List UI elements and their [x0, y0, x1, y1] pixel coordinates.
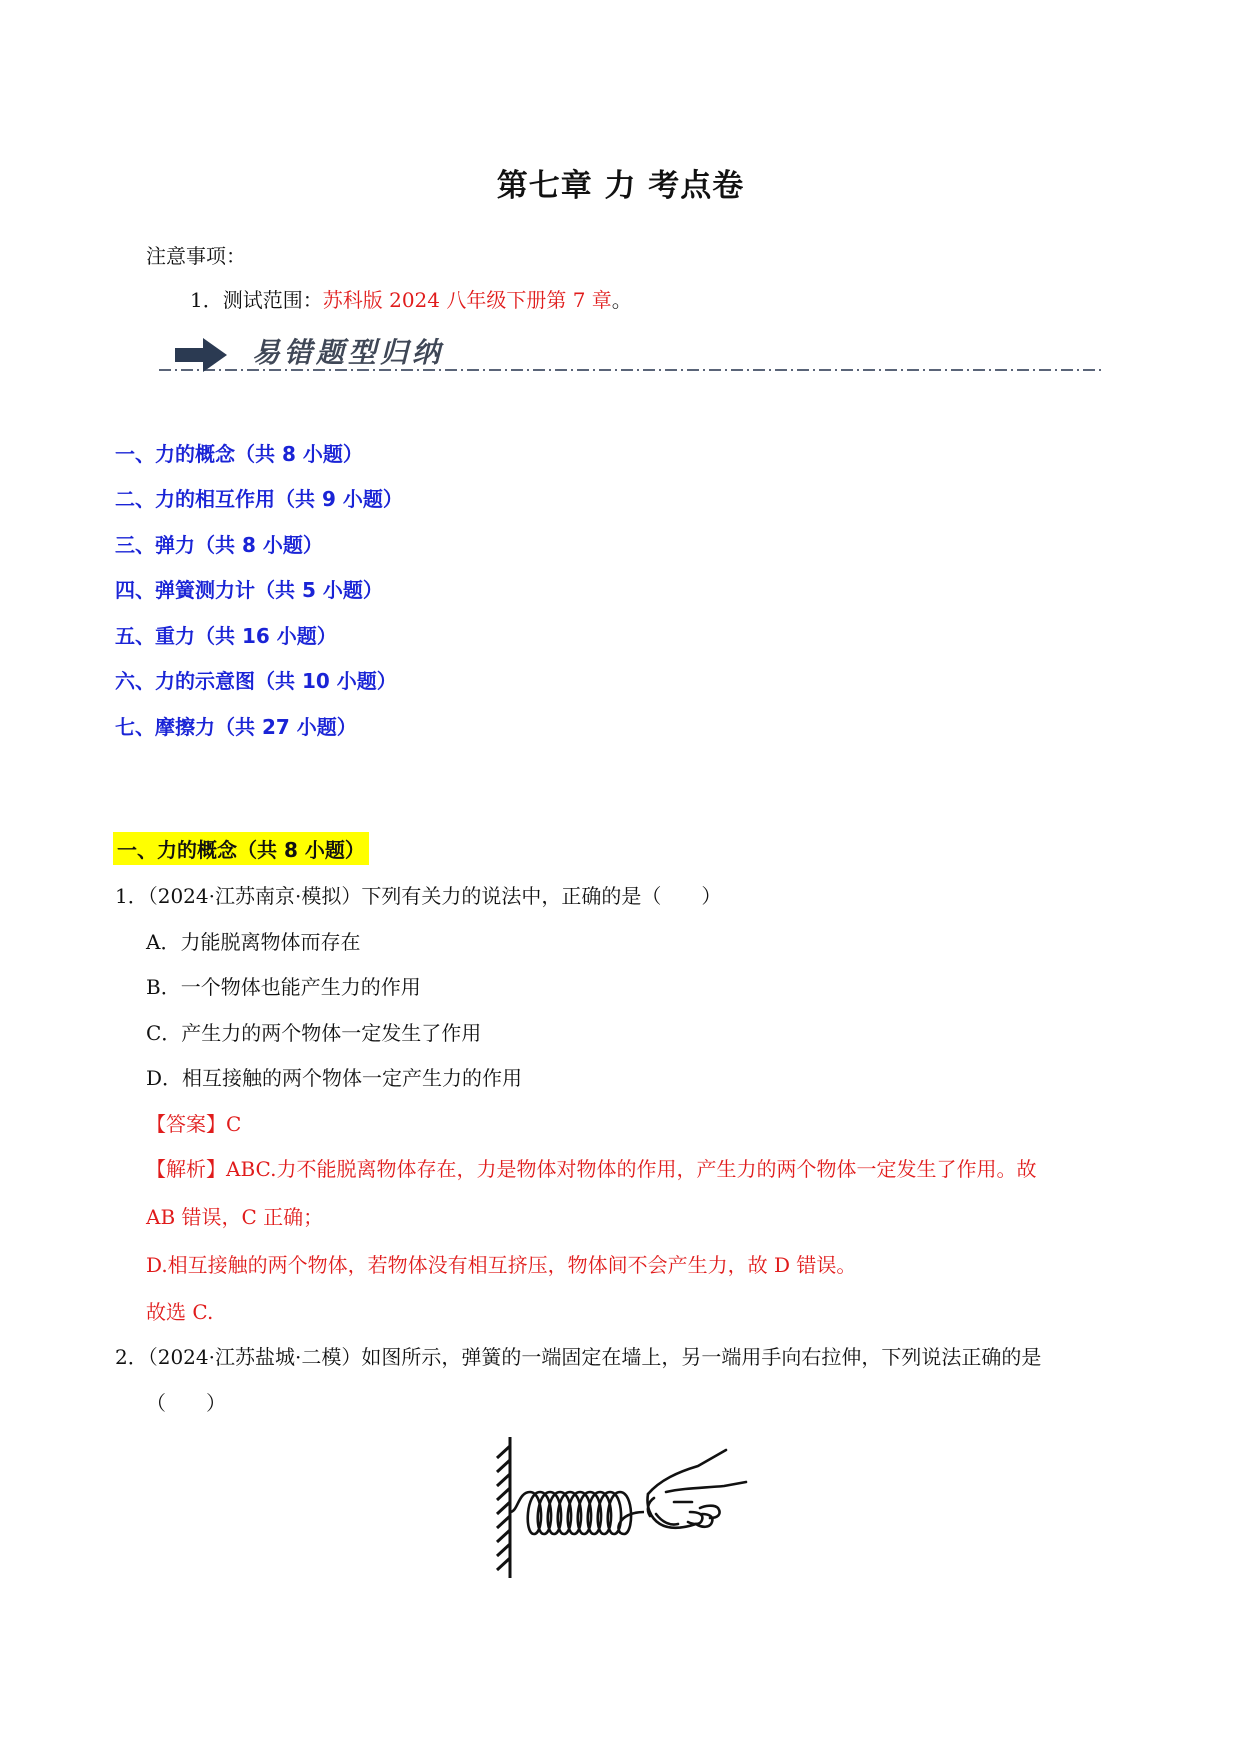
notes-item-1	[190, 284, 632, 313]
question-1-analysis-2: AB 错误，C 正确；	[146, 1205, 324, 1229]
hand-icon	[648, 1450, 747, 1528]
section-banner	[155, 328, 1105, 378]
arrow-icon	[175, 338, 227, 372]
question-1-analysis-4: 故选 C.	[146, 1300, 214, 1324]
question-1-analysis-1: 【解析】ABC.力不能脱离物体存在，力是物体对物体的作用，产生力的两个物体一定发生了作用。故	[146, 1157, 1037, 1181]
question-1-option-b: B．一个物体也能产生力的作用	[146, 975, 421, 999]
toc-item-3[interactable]: 三、弹力（共 8 小题）	[115, 533, 323, 557]
test-scope: 苏科版 2024 八年级下册第 7 章	[322, 288, 612, 312]
question-1-option-c: C．产生力的两个物体一定发生了作用	[146, 1021, 482, 1045]
wall-icon	[497, 1437, 510, 1578]
spring-icon	[510, 1492, 644, 1534]
toc-item-7[interactable]: 七、摩擦力（共 27 小题）	[115, 715, 357, 739]
toc-item-5[interactable]: 五、重力（共 16 小题）	[115, 624, 337, 648]
section-heading: 一、力的概念（共 8 小题）	[113, 832, 369, 865]
toc-item-6[interactable]: 六、力的示意图（共 10 小题）	[115, 669, 397, 693]
spring-hand-figure	[488, 1432, 788, 1582]
notes-item-1-suffix: 。	[611, 288, 632, 312]
question-1-analysis-3: D.相互接触的两个物体，若物体没有相互挤压，物体间不会产生力，故 D 错误。	[146, 1253, 857, 1277]
question-1-stem: 1．（2024·江苏南京·模拟）下列有关力的说法中，正确的是（ ）	[115, 884, 722, 908]
banner-text: 易错题型归纳	[252, 336, 445, 369]
notes-item-1-prefix: 1．测试范围：	[190, 288, 323, 312]
toc-item-4[interactable]: 四、弹簧测力计（共 5 小题）	[115, 578, 383, 602]
question-1-option-d: D．相互接触的两个物体一定产生力的作用	[146, 1066, 523, 1090]
question-2-stem-line2: （ ）	[146, 1391, 226, 1415]
question-2-stem-line1: 2．（2024·江苏盐城·二模）如图所示，弹簧的一端固定在墙上，另一端用手向右拉伸，下列说法正确的是	[115, 1345, 1042, 1369]
page-title: 第七章 力 考点卷	[496, 168, 745, 204]
toc-item-2[interactable]: 二、力的相互作用（共 9 小题）	[115, 487, 403, 511]
notes-heading: 注意事项：	[146, 244, 246, 268]
question-1-answer: 【答案】C	[146, 1112, 242, 1136]
question-1-option-a: A．力能脱离物体而存在	[146, 930, 361, 954]
toc-item-1[interactable]: 一、力的概念（共 8 小题）	[115, 442, 363, 466]
